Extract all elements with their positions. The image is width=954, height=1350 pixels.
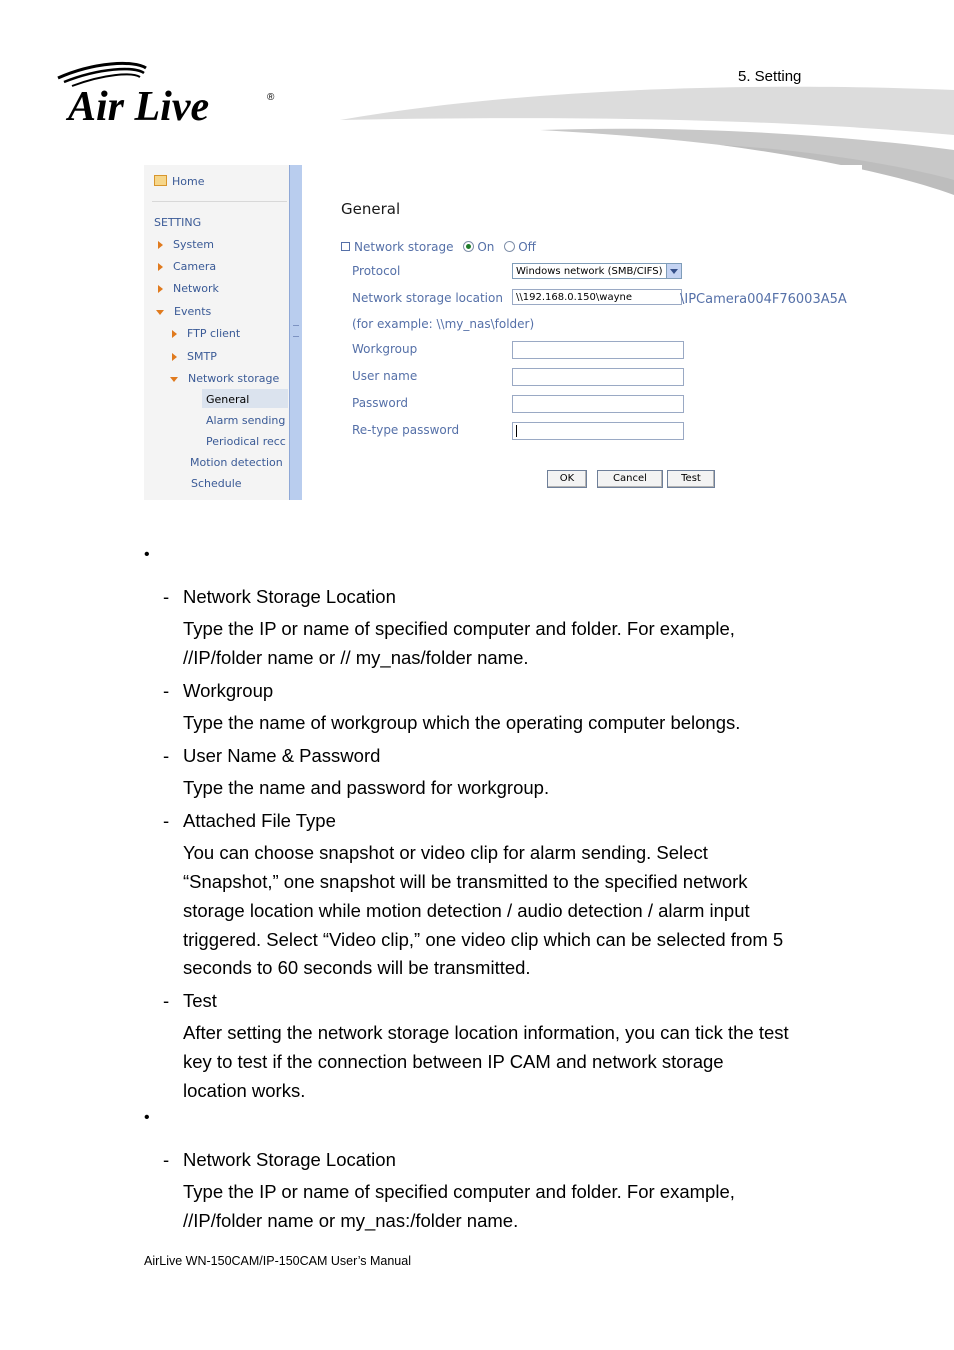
sidebar-scrollbar[interactable] [289, 165, 302, 500]
item-text: triggered. Select “Video clip,” one video clip which can be selected from 5 [183, 929, 784, 950]
location-label: Network storage location [352, 291, 503, 305]
item-heading: Attached File Type [183, 810, 336, 831]
list-dash: - [163, 586, 170, 607]
scrollbar-grip[interactable] [293, 325, 299, 337]
home-icon [154, 175, 167, 186]
network-storage-row: Network storage On Off [341, 240, 536, 254]
item-text: Type the IP or name of specified computer and folder. For example, [183, 1181, 735, 1202]
item-text: “Snapshot,” one snapshot will be transmitted to the specified network [183, 871, 748, 892]
password-label: Password [352, 396, 409, 410]
expand-arrow-icon [172, 330, 177, 338]
nav-motion-detection[interactable]: Motion detection [190, 456, 283, 469]
nav-ftp-client[interactable]: FTP client [172, 327, 240, 340]
username-label: User name [352, 369, 418, 383]
item-text: storage location while motion detection / audio detection / alarm input [183, 900, 750, 921]
nav-schedule[interactable]: Schedule [191, 477, 242, 490]
location-suffix: \IPCamera004F76003A5A [680, 292, 847, 307]
example-hint: (for example: \\my_nas\folder) [352, 317, 535, 331]
collapse-arrow-icon [156, 310, 164, 315]
section-marker-icon [341, 242, 350, 251]
item-text: //IP/folder name or my_nas:/folder name. [183, 1210, 519, 1231]
list-dash: - [163, 745, 170, 766]
web-ui-screenshot [144, 165, 862, 500]
test-button[interactable]: Test [667, 470, 715, 488]
item-text: After setting the network storage location information, you can tick the test [183, 1022, 789, 1043]
protocol-select[interactable]: Windows network (SMB/CIFS) [512, 263, 682, 279]
section-bullet: • [144, 546, 150, 563]
retype-password-label: Re-type password [352, 423, 460, 437]
nav-system[interactable]: System [158, 238, 214, 251]
nav-alarm-sending[interactable]: Alarm sending [206, 414, 286, 427]
page-title: General [341, 200, 401, 218]
nav-events[interactable]: Events [156, 305, 211, 318]
nav-network-storage[interactable]: Network storage [170, 372, 279, 385]
off-radio[interactable] [504, 241, 515, 252]
item-text: key to test if the connection between IP CAM and network storage [183, 1051, 724, 1072]
section-bullet: • [144, 1109, 150, 1126]
item-text: Type the name of workgroup which the operating computer belongs. [183, 712, 741, 733]
nav-smtp[interactable]: SMTP [172, 350, 217, 363]
page-footer: AirLive WN-150CAM/IP-150CAM User’s Manual [144, 1254, 411, 1268]
ok-button[interactable]: OK [547, 470, 587, 488]
item-heading: Network Storage Location [183, 1149, 396, 1170]
item-heading: Test [183, 990, 217, 1011]
protocol-label: Protocol [352, 264, 401, 278]
item-heading: Network Storage Location [183, 586, 396, 607]
chevron-down-icon[interactable] [666, 264, 681, 278]
cancel-button[interactable]: Cancel [597, 470, 663, 488]
list-dash: - [163, 810, 170, 831]
nav-general[interactable]: General [206, 393, 250, 406]
expand-arrow-icon [158, 241, 163, 249]
item-text: location works. [183, 1080, 306, 1101]
item-text: //IP/folder name or // my_nas/folder name. [183, 647, 529, 668]
expand-arrow-icon [172, 353, 177, 361]
expand-arrow-icon [158, 285, 163, 293]
workgroup-label: Workgroup [352, 342, 418, 356]
workgroup-input[interactable] [512, 341, 684, 359]
on-radio[interactable] [463, 241, 474, 252]
collapse-arrow-icon [170, 377, 178, 382]
item-text: seconds to 60 seconds will be transmitted. [183, 957, 531, 978]
nav-home[interactable]: Home [154, 175, 204, 188]
password-input[interactable] [512, 395, 684, 413]
chapter-heading: 5. Setting [738, 68, 802, 85]
airlive-logo [54, 60, 284, 130]
username-input[interactable] [512, 368, 684, 386]
svg-text:®: ® [267, 92, 275, 103]
list-dash: - [163, 1149, 170, 1170]
nav-camera[interactable]: Camera [158, 260, 216, 273]
nav-divider [152, 201, 287, 202]
nav-periodical-recording[interactable]: Periodical recc [206, 435, 286, 448]
item-text: Type the IP or name of specified computer and folder. For example, [183, 618, 735, 639]
item-heading: User Name & Password [183, 745, 381, 766]
list-dash: - [163, 990, 170, 1011]
item-text: You can choose snapshot or video clip for alarm sending. Select [183, 842, 708, 863]
list-dash: - [163, 680, 170, 701]
nav-network[interactable]: Network [158, 282, 219, 295]
expand-arrow-icon [158, 263, 163, 271]
item-heading: Workgroup [183, 680, 274, 701]
svg-text:Air Live: Air Live [68, 84, 210, 130]
retype-password-input[interactable] [512, 422, 684, 440]
text-cursor [516, 425, 517, 437]
nav-setting-heading: SETTING [154, 216, 202, 229]
item-text: Type the name and password for workgroup. [183, 777, 550, 798]
settings-sidebar [144, 165, 290, 500]
location-input[interactable]: \\192.168.0.150\wayne [512, 289, 682, 305]
